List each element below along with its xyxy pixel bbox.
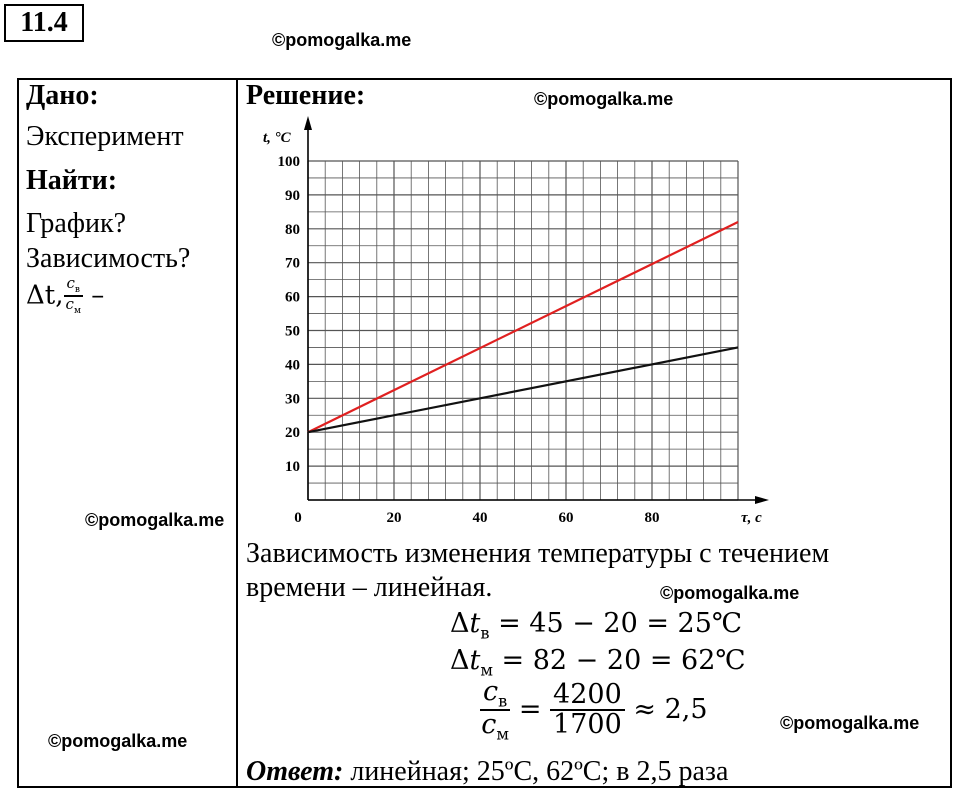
y-tick-label: 60 — [285, 289, 300, 306]
x-tick-label: 0 — [294, 510, 302, 526]
temperature-chart — [245, 110, 785, 530]
watermark: ©pomogalka.me — [85, 510, 225, 530]
y-tick-label: 50 — [285, 323, 300, 340]
solution-heading: Решение: — [246, 80, 366, 111]
conclusion-line1: Зависимость изменения температуры с течением — [246, 538, 830, 569]
y-tick-label: 40 — [285, 357, 300, 374]
problem-number: 11.4 — [4, 4, 84, 42]
watermark: ©pomogalka.me — [534, 89, 674, 109]
x-axis-label: τ, с — [741, 510, 762, 526]
given-heading: Дано: — [26, 80, 99, 111]
find-delta-ratio: Δt, $\frac{c_в}{c_м}$ – — [26, 274, 105, 317]
find-heading: Найти: — [26, 165, 118, 196]
y-tick-label: 80 — [285, 221, 300, 238]
y-tick-label: 10 — [285, 459, 300, 476]
watermark: ©pomogalka.me — [660, 583, 800, 603]
x-tick-label: 20 — [386, 510, 402, 526]
equation-ratio: $\frac{c_в}{c_м}$ = $\frac{4200}{1700}$ ≈ 2,5 — [481, 676, 708, 744]
conclusion-line2: времени – линейная. — [246, 572, 493, 603]
equation-delta-oil: $\Delta t_м = 82 - 20$ = 62℃ — [450, 645, 746, 680]
y-tick-label: 20 — [285, 425, 300, 442]
find-dash: – — [91, 280, 105, 311]
x-tick-label: 80 — [644, 510, 660, 526]
watermark: ©pomogalka.me — [780, 713, 920, 733]
x-tick-label: 40 — [472, 510, 488, 526]
x-axis-arrow — [755, 496, 769, 504]
y-tick-label: 70 — [285, 255, 300, 272]
column-divider — [236, 78, 238, 788]
given-experiment: Эксперимент — [26, 121, 184, 152]
series-line-red — [308, 222, 738, 432]
y-tick-label: 90 — [285, 187, 300, 204]
y-axis-arrow — [304, 116, 312, 130]
watermark: ©pomogalka.me — [272, 30, 412, 50]
y-axis-label: t, °C — [263, 130, 291, 146]
find-delta: Δt, — [26, 280, 64, 311]
y-tick-label: 30 — [285, 391, 300, 408]
series-line-black — [308, 347, 738, 432]
equation-delta-water: $\Delta t_в = 45 - 20$ = 25℃ — [450, 608, 743, 643]
find-graph: График? — [26, 208, 127, 239]
x-tick-label: 60 — [558, 510, 574, 526]
y-tick-label: 100 — [277, 154, 300, 170]
watermark: ©pomogalka.me — [48, 731, 188, 751]
find-dependence: Зависимость? — [26, 243, 191, 274]
answer: Ответ: линейная; 25ºС, 62ºС; в 2,5 раза — [246, 756, 729, 787]
